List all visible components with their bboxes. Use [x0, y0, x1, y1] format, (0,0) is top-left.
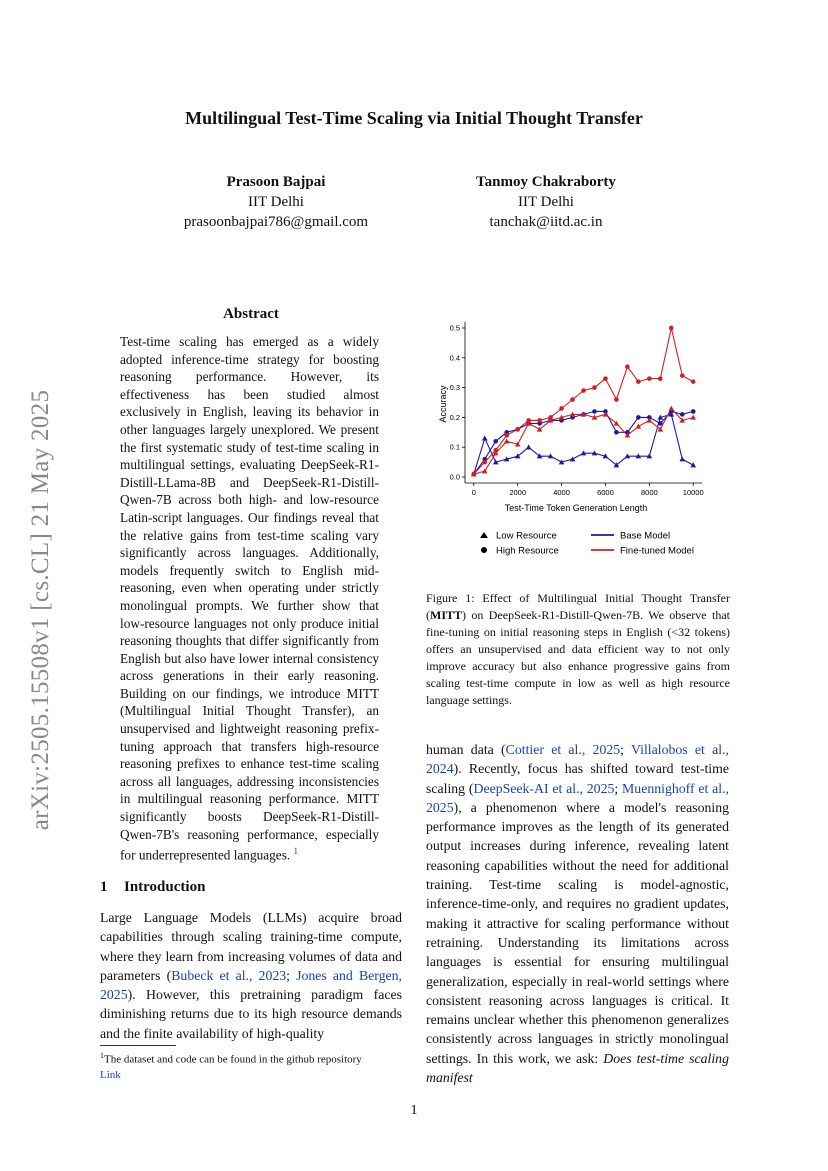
data-point-triangle — [482, 468, 488, 473]
data-point-circle — [581, 388, 586, 393]
data-point-circle — [625, 364, 630, 369]
y-tick-label: 0.3 — [449, 383, 460, 393]
y-tick-label: 0.4 — [449, 353, 460, 363]
legend-label: Low Resource — [496, 530, 557, 542]
data-point-circle — [504, 433, 509, 438]
data-point-circle — [471, 472, 476, 477]
data-point-triangle — [668, 406, 674, 411]
arxiv-sidebar-stamp: arXiv:2505.15508v1 [cs.CL] 21 May 2025 — [27, 389, 54, 831]
paper-title: Multilingual Test-Time Scaling via Initial Thought Transfer — [185, 108, 643, 128]
data-point-circle — [614, 430, 619, 435]
data-point-triangle — [482, 435, 488, 440]
footnote-mark: 1 — [100, 1051, 104, 1060]
data-point-circle — [548, 415, 553, 420]
legend-triangle-marker — [480, 532, 488, 538]
caption-text: . We observe that fine-tuning on initial reasoning steps in English (<32 tokens) offers an unsupervised and data efficient way to not only improve accuracy but also enhance progressive gains from scaling test-time compute in low as well as high resource language settings. — [426, 608, 730, 707]
data-point-circle — [658, 376, 663, 381]
data-point-circle — [647, 376, 652, 381]
data-point-triangle — [636, 424, 642, 429]
citation-link[interactable]: Villalobos et al., 2024 — [426, 742, 729, 777]
x-tick-label: 4000 — [553, 488, 570, 497]
intro-text: ). However, this pretraining paradigm faces diminishing returns due to its high resource demands and the finite availability of high-quality — [100, 987, 402, 1041]
abstract-heading: Abstract — [223, 306, 279, 322]
footnote-rule — [100, 1045, 176, 1046]
figure-1 — [418, 318, 718, 568]
intro-left-column — [100, 908, 402, 1043]
citation-link[interactable]: Jones and Bergen, 2025 — [100, 967, 402, 1003]
y-tick-label: 0.2 — [449, 412, 460, 422]
data-point-circle — [691, 409, 696, 414]
data-point-circle — [482, 460, 487, 465]
citation-link[interactable]: Bubeck et al., 2023 — [171, 967, 287, 983]
x-tick-label: 0 — [471, 488, 476, 497]
page-number: 1 — [410, 1103, 418, 1118]
intro-right-column — [426, 740, 729, 1087]
data-point-triangle — [690, 462, 696, 467]
y-tick-label: 0.5 — [449, 323, 460, 333]
data-point-circle — [636, 415, 641, 420]
accuracy-line-chart — [418, 318, 718, 568]
data-point-circle — [537, 418, 542, 423]
y-tick-label: 0.0 — [449, 472, 460, 482]
citation-separator: ; — [286, 967, 297, 983]
data-point-circle — [559, 406, 564, 411]
footnote-ref[interactable]: 1 — [293, 846, 299, 857]
data-point-circle — [691, 379, 696, 384]
data-point-circle — [493, 448, 498, 453]
citation-link[interactable]: DeepSeek-AI et al., 2025 — [473, 780, 615, 796]
data-point-triangle — [690, 415, 696, 420]
intro-text: ). Recently, focus has shifted toward test-time scaling ( — [426, 761, 729, 796]
author-email: tanchak@iitd.ac.in — [489, 214, 603, 230]
data-point-circle — [636, 379, 641, 384]
x-tick-label: 10000 — [682, 488, 704, 497]
y-tick-label: 0.1 — [449, 442, 460, 452]
author-email: prasoonbajpai786@gmail.com — [183, 214, 369, 230]
caption-text: ) on — [462, 608, 489, 622]
data-point-circle — [592, 409, 597, 414]
author-block-1 — [176, 172, 376, 232]
intro-text: ), a phenomenon where a model's reasoning performance improves as the length of its generated output increases during inference, revealing latent reasoning capabilities without the need for additional training. Test-time scaling is model-agnostic, inference-time-only, and requires no gradient updates, making it attractive for scaling performance without retraining. Understanding its limitations across languages is essential for ensuring multilingual generalization, especially in real-world settings where consistent reasoning across languages is critical. It remains unclear whether this phenomenon generalizes consistently across languages in strictly monolingual settings. In this work, we ask: — [426, 799, 729, 1066]
author-block-2 — [446, 172, 646, 232]
data-point-triangle — [570, 456, 576, 461]
author-name: Prasoon Bajpai — [226, 174, 326, 190]
x-tick-label: 2000 — [509, 488, 527, 497]
intro-text: human data ( — [426, 742, 506, 757]
data-point-circle — [614, 397, 619, 402]
figure-caption — [426, 590, 730, 709]
abstract-body-text: Test-time scaling has emerged as a widely adopted inference-time strategy for boosting reasoning performance. However, its effectiveness has been studied almost exclusively in English, leaving its behavior in other languages largely unexplored. We present the first systematic study of test-time scaling in multilingual settings, evaluating DeepSeek-R1-Distill-LLama-8B and DeepSeek-R1-Distill-Qwen-7B across both high- and low-resource Latin-script languages. Our findings reveal that the relative gains from test-time scaling vary significantly across languages. Additionally, models frequently switch to English mid-reasoning, even when operating under strictly monolingual prompts. We further show that low-resource languages not only produce initial reasoning thoughts that differ significantly from English but also have lower internal consistency across generations in their early reasoning. Building on our findings, we introduce MITT (Multilingual Initial Thought Transfer), an unsupervised and lightweight reasoning prefix-tuning approach that transfers high-resource reasoning prefixes to enhance test-time scaling across all languages, addressing inconsistencies in multilingual reasoning performance. MITT significantly boosts DeepSeek-R1-Distill-Qwen-7B's reasoning performance, especially for underrepresented languages. — [120, 334, 379, 863]
author-name: Tanmoy Chakraborty — [476, 174, 616, 190]
footnote — [100, 1048, 410, 1083]
legend-label: High Resource — [496, 545, 559, 557]
abstract-text — [120, 333, 379, 864]
caption-model-name: DeepSeek-R1-Distill-Qwen-7B — [488, 608, 641, 622]
data-point-circle — [570, 397, 575, 402]
caption-bold: MITT — [430, 608, 463, 622]
data-point-circle — [526, 418, 531, 423]
legend-circle-marker — [481, 547, 487, 553]
data-point-circle — [603, 376, 608, 381]
data-point-circle — [592, 385, 597, 390]
data-point-circle — [493, 439, 498, 444]
footnote-text: The dataset and code can be found in the github repository — [104, 1053, 362, 1066]
data-point-circle — [680, 373, 685, 378]
intro-italic-question: Does test-time scaling manifest — [426, 1050, 729, 1086]
y-axis-label: Accuracy — [438, 385, 448, 423]
legend-label: Base Model — [620, 530, 671, 542]
x-tick-label: 6000 — [597, 488, 614, 497]
data-point-circle — [515, 427, 520, 432]
author-affiliation: IIT Delhi — [248, 194, 304, 210]
section-number: 1 — [100, 879, 108, 895]
legend-label: Fine-tuned Model — [620, 545, 694, 557]
x-tick-label: 8000 — [640, 488, 658, 497]
chart-legend — [480, 531, 694, 557]
data-point-triangle — [504, 438, 510, 443]
footnote-link[interactable]: Link — [100, 1068, 121, 1081]
data-point-triangle — [526, 444, 532, 449]
data-point-circle — [658, 421, 663, 426]
section-title: Introduction — [124, 879, 206, 895]
citation-link[interactable]: Muennighoff et al., 2025 — [426, 780, 730, 815]
data-point-circle — [669, 326, 674, 331]
citation-separator: ; — [620, 742, 631, 757]
citation-separator: ; — [614, 780, 623, 796]
caption-text: Figure 1: Effect of Multilingual Initial Thought Transfer ( — [426, 591, 730, 622]
data-point-circle — [680, 412, 685, 417]
intro-text: Large Language Models (LLMs) acquire broad capabilities through scaling training-time compute, where they learn from increasing volumes of data and parameters ( — [100, 910, 402, 983]
author-affiliation: IIT Delhi — [518, 194, 574, 210]
x-axis-label: Test-Time Token Generation Length — [504, 503, 648, 513]
data-point-triangle — [679, 456, 685, 461]
citation-link[interactable]: Cottier et al., 2025 — [505, 742, 621, 757]
section-heading-introduction — [100, 879, 205, 896]
